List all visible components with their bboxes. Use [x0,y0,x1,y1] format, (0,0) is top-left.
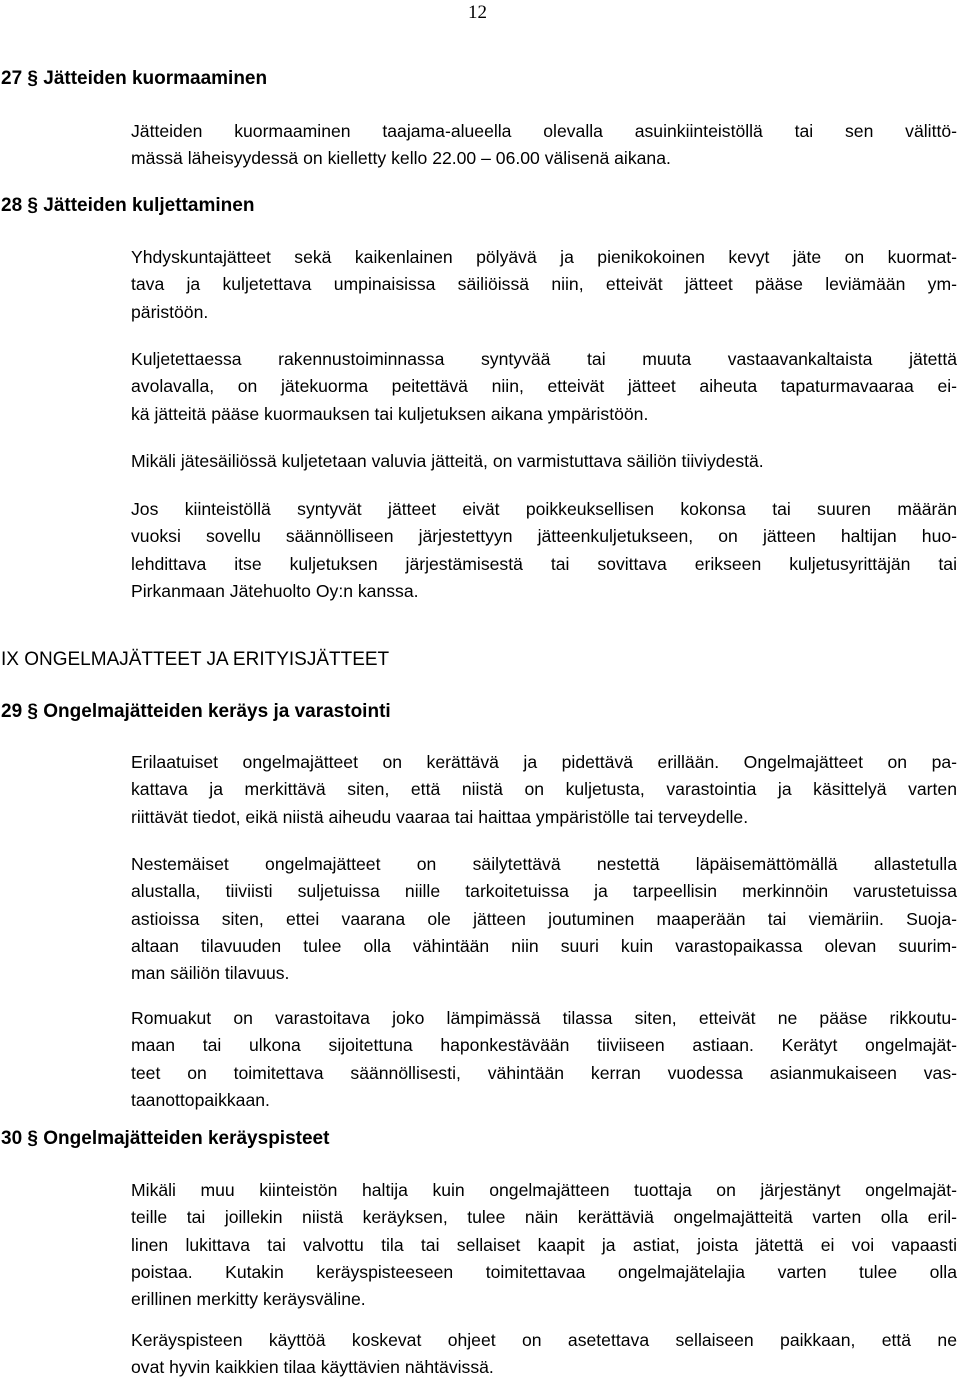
section-heading-27: 27 § Jätteiden kuormaaminen [1,68,268,89]
text-line: Yhdyskuntajätteet sekä kaikenlainen pölyävä ja pienikokoinen kevyt jäte on kuormat- [131,247,957,267]
text-line: kä jätteitä pääse kuormauksen tai kuljetuksen aikana ympäristöön. [131,403,649,424]
text-line: teille tai joillekin niistä keräyksen, tulee näin kerättäviä ongelmajätteitä varten olla eril- [131,1207,957,1228]
section-heading-29: 29 § Ongelmajätteiden keräys ja varastointi [1,701,391,722]
chapter-heading-ix: IX ONGELMAJÄTTEET JA ERITYISJÄTTEET [1,649,390,670]
section-29-paragraph-2 [131,851,957,987]
text-line: Mikäli jätesäiliössä kuljetetaan valuvia jätteitä, on varmistuttava säiliön tiiviydestä. [131,451,764,471]
text-line: teet on toimitettava säännöllisesti, vähintään kerran vuodessa asianmukaiseen vas- [131,1062,957,1083]
section-28-paragraph-3 [131,448,957,475]
text-line: mässä läheisyydessä on kielletty kello 22.00 – 06.00 välisenä aikana. [131,148,671,169]
section-30-paragraph-2 [131,1327,957,1382]
text-line: man säiliön tilavuus. [131,963,290,984]
text-line: taanottopaikkaan. [131,1089,270,1110]
text-line: Keräyspisteen käyttöä koskevat ohjeet on asetettava sellaiseen paikkaan, että ne [131,1330,957,1350]
text-line: Romuakut on varastoitava joko lämpimässä tilassa siten, etteivät ne pääse rikkoutu- [131,1008,957,1028]
text-line: tava ja kuljetettava umpinaisissa säiliöissä niin, etteivät jätteet pääse leviämään ym- [131,274,957,295]
text-line: ovat hyvin kaikkien tilaa käyttävien nähtävissä. [131,1357,494,1378]
text-line: Kuljetettaessa rakennustoiminnassa syntyvää tai muuta vastaavankaltaista jätettä [131,349,957,369]
text-line: Nestemäiset ongelmajätteet on säilytettävä nestettä läpäisemättömällä allastetulla [131,854,957,874]
text-line: alustalla, tiiviisti suljetuissa niille tarkoitetuissa ja tarpeellisin merkinnöin varustetuissa [131,881,957,902]
section-30-paragraph-1 [131,1177,957,1313]
text-line: kattava ja merkittävä siten, että niistä on kuljetusta, varastointia ja käsittelyä varten [131,779,957,800]
text-line: riittävät tiedot, eikä niistä aiheudu vaaraa tai haittaa ympäristölle tai terveydelle. [131,806,749,827]
text-line: poistaa. Kutakin keräyspisteeseen toimitettavaa ongelmajätelajia varten tulee olla [131,1261,957,1282]
section-28-paragraph-2 [131,346,957,428]
text-line: altaan tilavuuden tulee olla vähintään niin suuri kuin varastopaikassa olevan suurim- [131,935,957,956]
section-28-paragraph-4 [131,496,957,605]
text-line: Jätteiden kuormaaminen taajama-alueella olevalla asuinkiinteistöllä tai sen välittö- [131,121,957,141]
text-line: Jos kiinteistöllä syntyvät jätteet eivät poikkeuksellisen kokonsa tai suuren määrän [131,499,957,519]
text-line: Erilaatuiset ongelmajätteet on kerättävä ja pidettävä erillään. Ongelmajätteet on pa- [131,752,957,772]
section-27-paragraph-1 [131,118,957,173]
text-line: lehdittava itse kuljetuksen järjestämisestä tai sovittava erikseen kuljetusyrittäjän tai [131,553,957,574]
text-line: astioissa siten, ettei vaarana ole jätteen joutuminen maaperään tai viemäriin. Suoja- [131,908,957,929]
page-number: 12 [468,2,487,23]
text-line: Mikäli muu kiinteistön haltija kuin ongelmajätteen tuottaja on järjestänyt ongelmajät- [131,1180,957,1200]
text-line: päristöön. [131,301,209,322]
text-line: maan tai ulkona sijoitettuna haponkestävään tiiviiseen astiaan. Kerätyt ongelmajät- [131,1035,957,1056]
text-line: Pirkanmaan Jätehuolto Oy:n kanssa. [131,580,419,601]
section-heading-30: 30 § Ongelmajätteiden keräyspisteet [1,1128,330,1149]
section-29-paragraph-1 [131,749,957,831]
section-28-paragraph-1 [131,244,957,326]
section-29-paragraph-3 [131,1005,957,1114]
text-line: linen lukittava tai valvottu tila tai sellaiset kaapit ja astiat, joista jätettä ei voi vapaasti [131,1234,957,1255]
text-line: erillinen merkitty keräysväline. [131,1289,366,1310]
text-line: avolavalla, on jätekuorma peitettävä niin, etteivät jätteet aiheuta tapaturmavaaraa ei- [131,376,957,397]
text-line: vuoksi sovellu säännölliseen järjestettyyn jätteenkuljetukseen, on jätteen haltijan huo- [131,526,957,547]
section-heading-28: 28 § Jätteiden kuljettaminen [1,195,255,216]
